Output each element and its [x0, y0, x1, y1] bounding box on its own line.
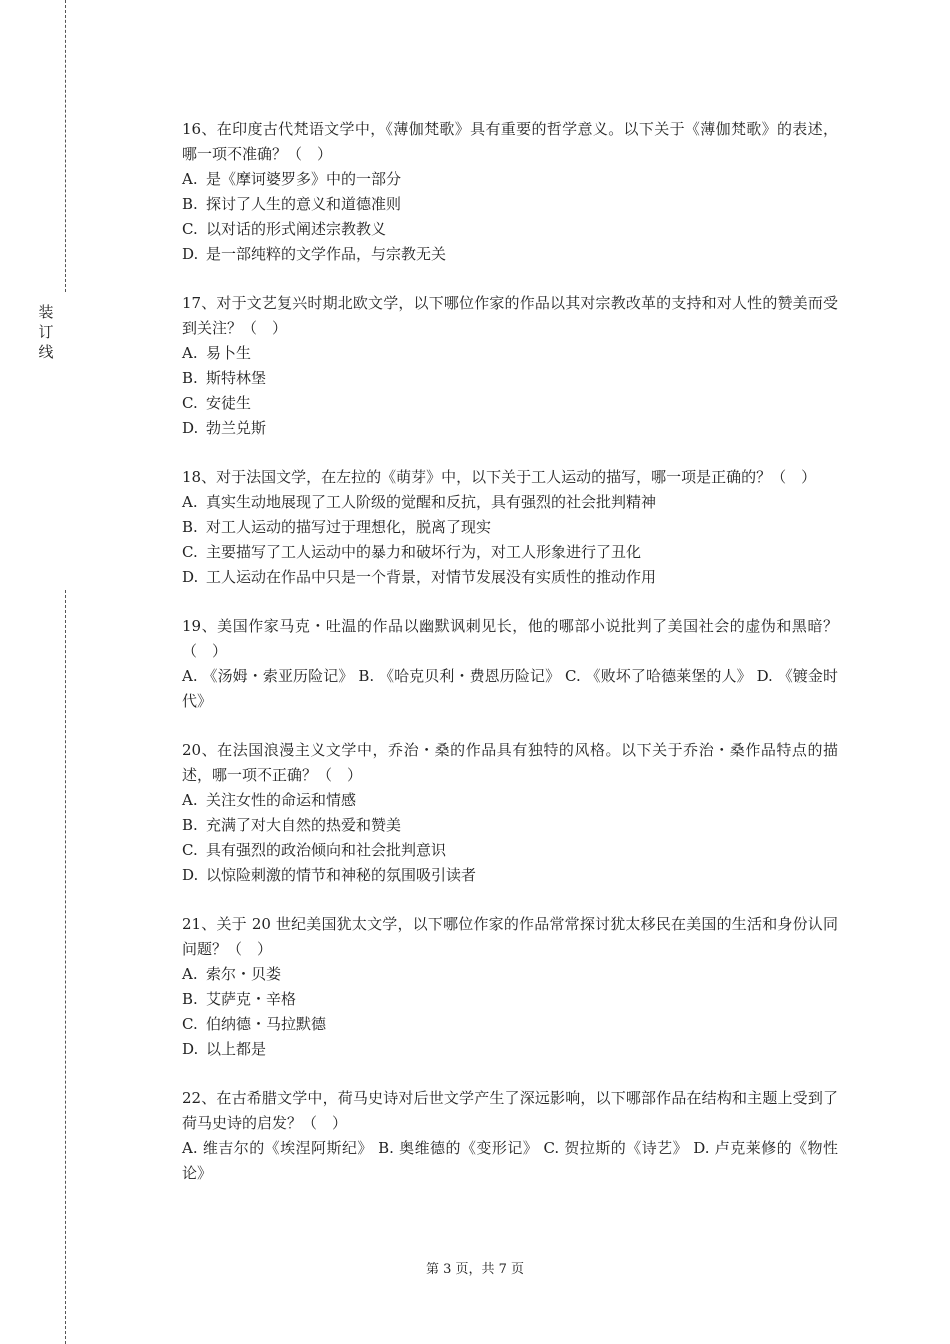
- binding-char: 线: [38, 343, 54, 361]
- question-18: [182, 465, 838, 590]
- inline-options: A. 维吉尔的《埃涅阿斯纪》 B. 奥维德的《变形记》 C. 贺拉斯的《诗艺》 D. 卢克莱修的《物性论》: [182, 1139, 838, 1182]
- option-d: D. 工人运动在作品中只是一个背景，对情节发展没有实质性的推动作用: [182, 568, 657, 586]
- option-d: D. 勃兰兑斯: [182, 419, 267, 437]
- option-b: B. 艾萨克・辛格: [182, 990, 297, 1008]
- option-c: C. 主要描写了工人运动中的暴力和破坏行为，对工人形象进行了丑化: [182, 543, 642, 561]
- question-stem: 18、对于法国文学，在左拉的《萌芽》中，以下关于工人运动的描写，哪一项是正确的？（ ）: [182, 468, 817, 486]
- question-21: [182, 912, 838, 1062]
- option-c: C. 伯纳德・马拉默德: [182, 1015, 327, 1033]
- binding-char: 装: [38, 303, 54, 321]
- binding-dashed-line-bottom: [65, 590, 66, 1344]
- option-d: D. 以惊险刺激的情节和神秘的氛围吸引读者: [182, 866, 477, 884]
- page-number: 第 3 页，共 7 页: [425, 1262, 525, 1277]
- option-a: A. 是《摩诃婆罗多》中的一部分: [182, 170, 402, 188]
- question-20: [182, 738, 838, 888]
- question-22: [182, 1086, 838, 1186]
- option-a: A. 关注女性的命运和情感: [182, 791, 357, 809]
- option-d: D. 以上都是: [182, 1040, 267, 1058]
- question-stem: 22、在古希腊文学中，荷马史诗对后世文学产生了深远影响，以下哪部作品在结构和主题上受到了荷马史诗的启发？（ ）: [182, 1089, 838, 1132]
- option-b: B. 对工人运动的描写过于理想化，脱离了现实: [182, 518, 492, 536]
- inline-options: A. 《汤姆・索亚历险记》 B. 《哈克贝利・费恩历险记》 C. 《败坏了哈德莱堡的人》 D. 《镀金时代》: [182, 667, 838, 710]
- option-b: B. 探讨了人生的意义和道德准则: [182, 195, 402, 213]
- question-19: [182, 614, 838, 714]
- question-16: [182, 117, 838, 267]
- option-c: C. 具有强烈的政治倾向和社会批判意识: [182, 841, 447, 859]
- question-stem: 21、关于 20 世纪美国犹太文学，以下哪位作家的作品常常探讨犹太移民在美国的生活和身份认同问题？（ ）: [182, 915, 838, 958]
- binding-dashed-line-top: [65, 0, 66, 292]
- option-a: A. 真实生动地展现了工人阶级的觉醒和反抗，具有强烈的社会批判精神: [182, 493, 657, 511]
- option-d: D. 是一部纯粹的文学作品，与宗教无关: [182, 245, 447, 263]
- option-c: C. 安徒生: [182, 394, 252, 412]
- question-stem: 19、美国作家马克・吐温的作品以幽默讽刺见长，他的哪部小说批判了美国社会的虚伪和黑暗？（ ）: [182, 617, 838, 660]
- option-a: A. 索尔・贝娄: [182, 965, 282, 983]
- option-b: B. 斯特林堡: [182, 369, 267, 387]
- option-a: A. 易卜生: [182, 344, 252, 362]
- binding-label: [36, 302, 56, 362]
- question-17: [182, 291, 838, 441]
- question-stem: 16、在印度古代梵语文学中，《薄伽梵歌》具有重要的哲学意义。以下关于《薄伽梵歌》的表述，哪一项不准确？（ ）: [182, 120, 838, 163]
- question-list: [182, 117, 838, 1210]
- question-stem: 20、在法国浪漫主义文学中，乔治・桑的作品具有独特的风格。以下关于乔治・桑作品特点的描述，哪一项不正确？（ ）: [182, 741, 838, 784]
- question-stem: 17、对于文艺复兴时期北欧文学，以下哪位作家的作品以其对宗教改革的支持和对人性的赞美而受到关注？（ ）: [182, 294, 838, 337]
- binding-char: 订: [38, 323, 54, 341]
- option-c: C. 以对话的形式阐述宗教教义: [182, 220, 387, 238]
- option-b: B. 充满了对大自然的热爱和赞美: [182, 816, 402, 834]
